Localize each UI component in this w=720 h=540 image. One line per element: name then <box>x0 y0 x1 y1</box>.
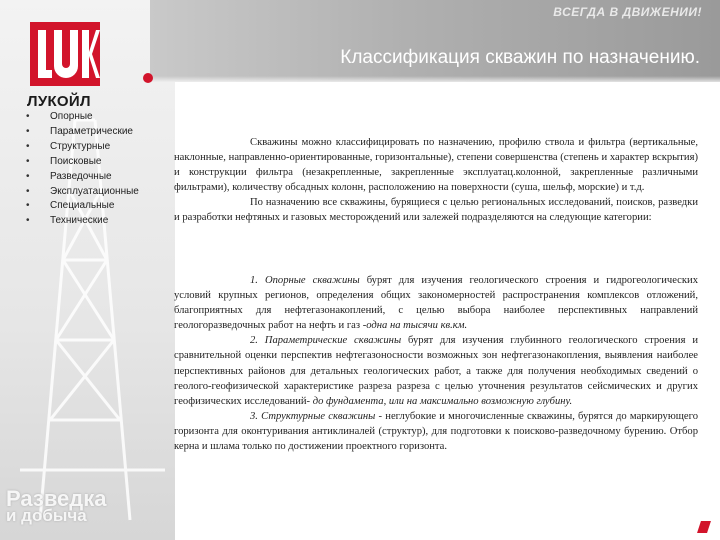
categories-text <box>174 273 698 454</box>
footer-brand <box>6 486 107 525</box>
intro-paragraph-1: Скважины можно классифицировать по назначению, профилю ствола и фильтра (вертикальные, наклонные, направленно-ориентированные, горизонтальные), степени совершенства (степень и характер вскрытия) и конструкции фильтра (незакрепленные, закрепленные эксплуатац.колонной, закрепленные различными фильтрами), количеству обсадных колонн, расположению на поверхности (суша, шельф, морские) и т.д. <box>174 137 698 194</box>
category-note-2: - до фундамента, или на максимально возможную глубину. <box>306 395 573 407</box>
list-item: • Специальные <box>22 199 139 214</box>
category-body-3: - неглубокие и многочисленные скважины, бурятся до маркирующего горизонта для оконтуривания антиклиналей (структур), для подготовки к поисково-разведочному бурению. Отбор керна и шлама только по достижении проектного горизонта. <box>174 410 698 453</box>
list-item: • Опорные <box>22 110 139 125</box>
list-item: • Разведочные <box>22 170 139 185</box>
corner-accent <box>697 521 711 533</box>
list-item: • Эксплуатационные <box>22 185 139 200</box>
category-heading-2: 2. Параметрические скважины <box>250 335 402 347</box>
category-heading-3: 3. Структурные скважины <box>250 410 376 422</box>
list-item: • Параметрические <box>22 125 139 140</box>
intro-paragraph-2: По назначению все скважины, бурящиеся с целью региональных исследований, поисков, разведки и разработки нефтяных и газовых месторождений или залежей подразделяются на следующие категории: <box>174 197 698 224</box>
category-body-2: бурят для изучения глубинного геологического строения и сравнительной оценки перспектив нефтегазоносности возможных зон нефтегазонакопления, выявления наиболее перспективных районов для детальных геологических работ, а также для получения необходимых сведений о геолого-геофизической характеристике разреза разреза с целью уточнения результатов сейсмических и других геофизических исследований <box>174 335 699 407</box>
list-item: • Технические <box>22 214 139 229</box>
category-paragraph-1 <box>174 273 698 333</box>
category-heading-1: 1. Опорные скважины <box>250 275 360 286</box>
well-type-list <box>22 110 139 229</box>
intro-text <box>174 135 698 226</box>
slide-title: Классификация скважин по назначению. <box>340 47 700 68</box>
category-paragraph-3 <box>174 409 698 454</box>
list-item: • Структурные <box>22 140 139 155</box>
category-paragraph-2 <box>174 333 698 408</box>
lukoil-logo-icon <box>30 22 100 86</box>
accent-dot <box>143 73 153 83</box>
footer-line-2: и добыча <box>6 506 87 525</box>
footer-line-1: Разведка <box>6 486 107 511</box>
category-note-1: -одна на тысячи кв.км. <box>362 320 468 332</box>
category-body-1: бурят для изучения геологического строения и гидрогеологических условий крупных регионов, определения общих закономерностей распространения комплексов отложений, благоприятных для нефтегазонакоплений, с целью выбора наиболее перспективных направлений геологоразведочных работ на нефть и газ <box>174 275 698 332</box>
list-item: • Поисковые <box>22 155 139 170</box>
tagline: ВСЕГДА В ДВИЖЕНИИ! <box>553 5 702 19</box>
brand-name: ЛУКОЙЛ <box>27 93 91 110</box>
